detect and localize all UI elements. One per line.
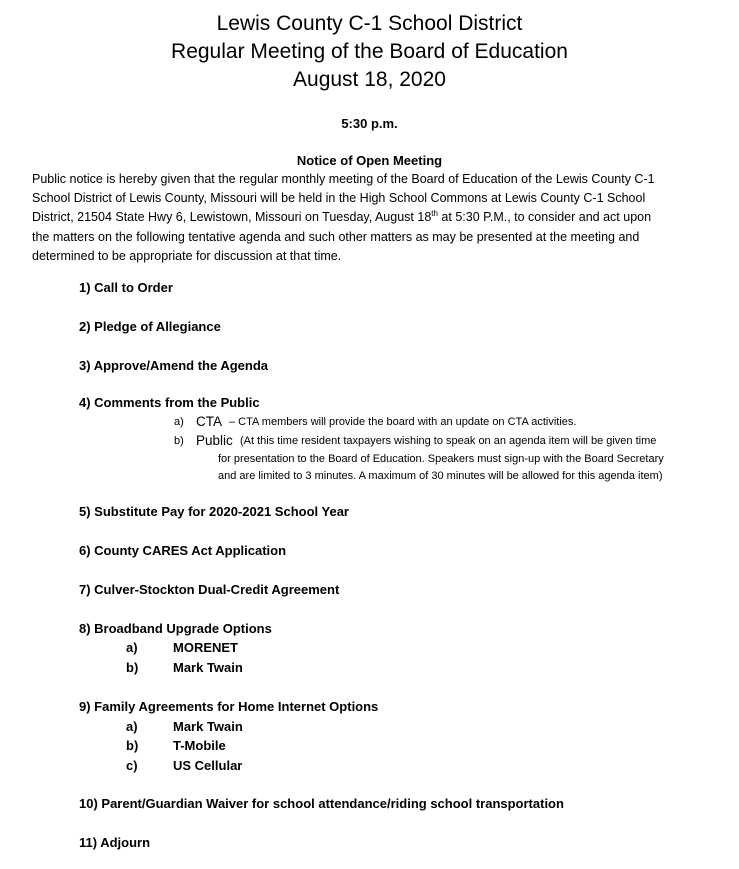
notice-line: School District of Lewis County, Missouri will be held in the High School Commons at Lewis County C-1 School [32,191,646,206]
meeting-title: Regular Meeting of the Board of Education [171,40,568,63]
agenda-item-approve-agenda: 3) Approve/Amend the Agenda [79,358,269,373]
agenda-item-waiver: 10) Parent/Guardian Waiver for school attendance/riding school transportation [79,796,564,811]
agenda-item-home-internet: 9) Family Agreements for Home Internet Options [79,699,379,714]
agenda-subitem-public-cont: and are limited to 3 minutes. A maximum of 30 minutes will be allowed for this agenda item) [218,470,663,482]
ordinal-suffix: th [431,209,438,219]
agenda-item-dual-credit: 7) Culver-Stockton Dual-Credit Agreement [79,582,340,597]
notice-line: the matters on the following tentative agenda and such other matters as may be presented at the meeting and [32,229,640,244]
agenda-item-substitute-pay: 5) Substitute Pay for 2020-2021 School Year [79,504,349,519]
meeting-date: August 18, 2020 [293,68,446,91]
notice-heading: Notice of Open Meeting [296,153,443,168]
notice-line: determined to be appropriate for discussion at that time. [32,248,342,263]
agenda-item-cares-act: 6) County CARES Act Application [79,543,287,558]
agenda-subitem-public-cont: for presentation to the Board of Education. Speakers must sign-up with the Board Secretary [218,453,664,465]
agenda-item-adjourn: 11) Adjourn [79,835,151,850]
notice-line: Public notice is hereby given that the regular monthly meeting of the Board of Education of the Lewis County C-1 [32,172,655,186]
agenda-item-call-to-order: 1) Call to Order [79,280,173,295]
district-title: Lewis County C-1 School District [216,12,523,35]
meeting-time: 5:30 p.m. [341,116,398,131]
notice-line: District, 21504 State Hwy 6, Lewistown, Missouri on Tuesday, August 18th at 5:30 P.M., to consider and act upon [32,209,652,225]
agenda-item-public-comments: 4) Comments from the Public [79,395,260,410]
agenda-item-broadband: 8) Broadband Upgrade Options [79,621,272,636]
agenda-item-pledge: 2) Pledge of Allegiance [79,319,221,334]
notice-paragraph [32,170,708,266]
